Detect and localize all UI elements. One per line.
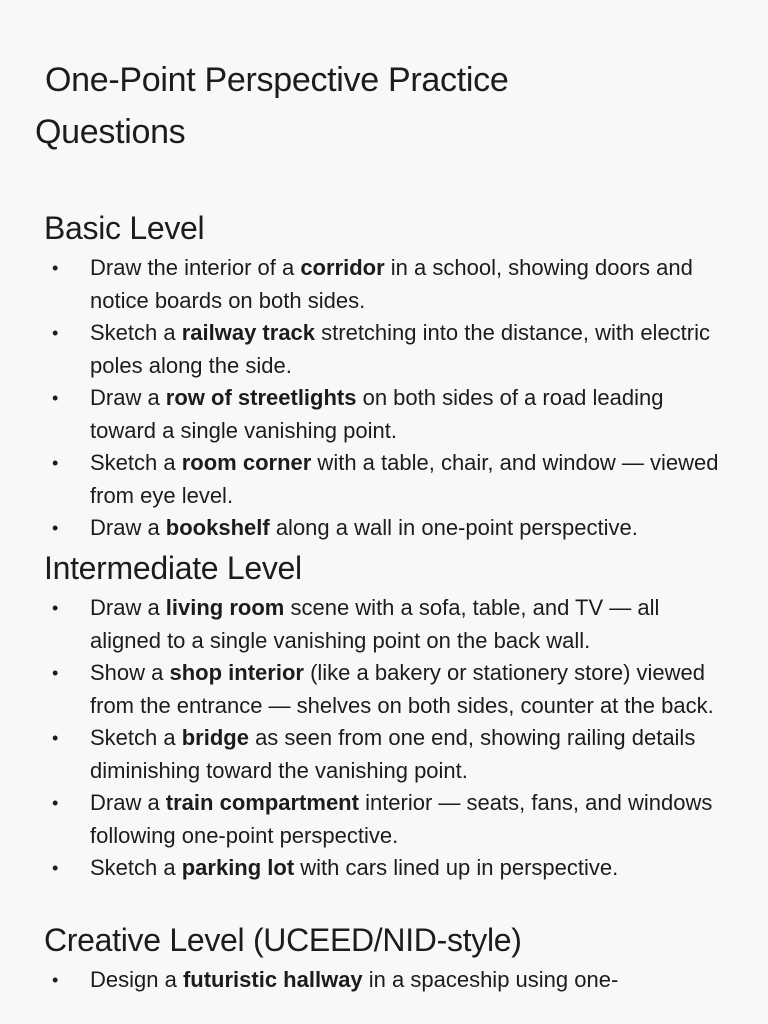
bold-term: parking lot xyxy=(181,855,295,880)
bullet: • xyxy=(52,388,59,408)
title-line-2: Questions xyxy=(35,113,186,151)
list-item: • Draw the interior of a corridor in a school, showing doors and notice boards on both sides. xyxy=(0,252,768,317)
list-item: • Draw a bookshelf along a wall in one-point perspective. xyxy=(0,512,768,545)
bold-term: shop interior xyxy=(169,660,304,685)
title-line-1: One-Point Perspective Practice xyxy=(45,61,509,99)
bold-term: row of streetlights xyxy=(165,385,357,410)
section-heading-basic: Basic Level xyxy=(44,210,205,246)
bold-term: room corner xyxy=(181,450,312,475)
list-item: • Draw a row of streetlights on both sides of a road leading toward a single vanishing point. xyxy=(0,382,768,447)
bold-term: living room xyxy=(165,595,285,620)
bullet: • xyxy=(52,258,59,278)
list-item: • Design a futuristic hallway in a spaceship using one- xyxy=(0,964,768,997)
bullet: • xyxy=(52,453,59,473)
list-item: • Sketch a railway track stretching into the distance, with electric poles along the side. xyxy=(0,317,768,382)
list-item: • Draw a living room scene with a sofa, table, and TV — all aligned to a single vanishing point on the back wall. xyxy=(0,592,768,657)
bold-term: train compartment xyxy=(165,790,359,815)
section-heading-intermediate: Intermediate Level xyxy=(44,550,302,586)
bullet: • xyxy=(52,663,59,683)
bullet: • xyxy=(52,858,59,878)
bold-term: bridge xyxy=(181,725,249,750)
section-heading-creative: Creative Level (UCEED/NID-style) xyxy=(44,922,522,958)
bullet: • xyxy=(52,728,59,748)
bullet: • xyxy=(52,518,59,538)
list-item: • Draw a train compartment interior — seats, fans, and windows following one-point perspective. xyxy=(0,787,768,852)
list-item: • Sketch a bridge as seen from one end, showing railing details diminishing toward the vanishing point. xyxy=(0,722,768,787)
bullet: • xyxy=(52,323,59,343)
bold-term: railway track xyxy=(181,320,316,345)
bullet: • xyxy=(52,793,59,813)
basic-level-list xyxy=(0,252,768,545)
bold-term: corridor xyxy=(300,255,385,280)
bullet: • xyxy=(52,598,59,618)
creative-level-list xyxy=(0,964,768,997)
page-title xyxy=(35,54,675,158)
bold-term: futuristic hallway xyxy=(182,967,363,992)
list-item: • Show a shop interior (like a bakery or stationery store) viewed from the entrance — shelves on both sides, counter at the back. xyxy=(0,657,768,722)
list-item: • Sketch a room corner with a table, chair, and window — viewed from eye level. xyxy=(0,447,768,512)
intermediate-level-list xyxy=(0,592,768,885)
bold-term: bookshelf xyxy=(165,515,270,540)
list-item: • Sketch a parking lot with cars lined up in perspective. xyxy=(0,852,768,885)
bullet: • xyxy=(52,970,59,990)
